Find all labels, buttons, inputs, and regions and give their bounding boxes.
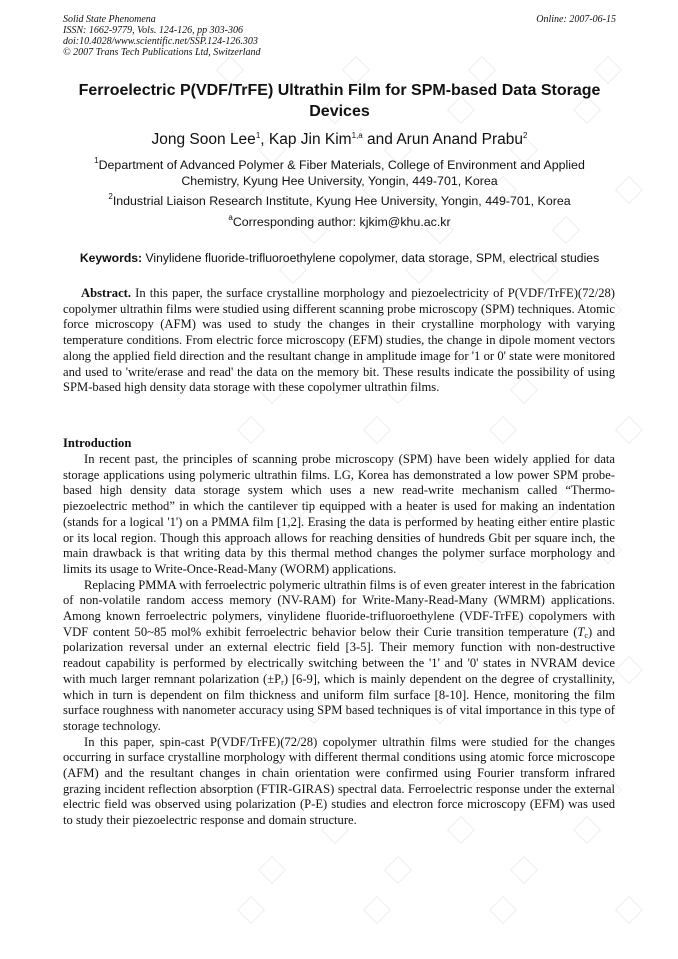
watermark-diamond: [363, 896, 391, 924]
author-list: [63, 130, 616, 150]
corresponding-email: Corresponding author: kjkim@khu.ac.kr: [232, 215, 451, 229]
author-affiliation-mark: 1,a: [351, 131, 363, 140]
introduction-body: [63, 452, 615, 829]
affiliation-mark: 1: [94, 156, 99, 165]
abstract-text: In this paper, the surface crystalline morphology and piezoelectricity of P(VDF/TrFE)(72/28) copolymer ultrathin films were studied using different scanning probe microscopy (SPM) techniques. Atomic force microscopy (AFM) was used to study the changes in their crystalline morphology with varying temperature conditions. From electric force microscopy (EFM) studies, the change in dipole moment vectors along the applied field direction and the resultant change in amplitude image for '1 or 0' state were monitored and used to 'write/erase and read' the data on the memory bit. These results indicate the possibility of using SPM-based high density data storage with these copolymer ultrathin films.: [63, 286, 615, 395]
paper-title: Ferroelectric P(VDF/TrFE) Ultrathin Film for SPM-based Data Storage Devices: [78, 82, 601, 120]
watermark-diamond: [237, 896, 265, 924]
watermark-diamond: [510, 856, 538, 884]
author-name: Jong Soon Lee: [151, 131, 256, 148]
watermark-diamond: [237, 416, 265, 444]
journal-name: Solid State Phenomena: [63, 14, 156, 25]
watermark-diamond: [615, 416, 643, 444]
issn-line: ISSN: 1662-9779, Vols. 124-126, pp 303-306: [63, 25, 243, 36]
watermark-diamond: [384, 856, 412, 884]
journal-header: [63, 14, 616, 58]
watermark-diamond: [489, 896, 517, 924]
affiliation-1: [63, 157, 616, 189]
watermark-diamond: [615, 656, 643, 684]
intro-paragraph-1: In recent past, the principles of scanning probe microscopy (SPM) have been widely applied for data storage applications using polymeric ultrathin films. LG, Korea has demonstrated a low power SPM probe-based high density data storage system which uses a new read-write mechanism called “Thermo-piezoelectric method” in which the cantilever tip equipped with a heater is used for making an indentation (stands for a logical '1') on a PMMA film [1,2]. Erasing the data is performed by heating either entire plastic or its local region. Though this approach allows for reaching densities of hundreds Gbit per square inch, the main drawback is that writing data by this thermal method changes the polymer surface morphology and limits its usage to Write-Once-Read-Many (WORM) applications.: [63, 452, 615, 576]
online-date: Online: 2007-06-15: [536, 14, 616, 25]
doi-line: doi:10.4028/www.scientific.net/SSP.124-126.303: [63, 36, 258, 47]
intro-paragraph-2: Replacing PMMA with ferroelectric polymeric ultrathin films is of even greater interest in the fabrication of non-volatile random access memory (NV-RAM) for Write-Many-Read-Many (WMRM) applications. Among known ferroelectric polymers, vinylidene fluoride-trifluoroethylene (VDF-TrFE) copolymers with VDF content 50~85 mol% exhibit ferroelectric behavior below their Curie transition temperature $(T_c)$ and polarization reversal under an external electric field [3-5]. Their memory function with non-destructive readout capability is performed by electrically switching between the '1' and '0' states in NVRAM device with much larger remnant polarization $(\pm P_r)$ [6-9], which is mainly dependent on the degree of crystallinity, which in turn is dependent on film thickness and uniform film surface [8-10]. Hence, monitoring the film surface roughness with nanometer accuracy using SPM based techniques is of vital importance in this type of storage technology.: [63, 577, 615, 733]
watermark-diamond: [615, 896, 643, 924]
author-affiliation-mark: 2: [523, 131, 528, 140]
watermark-diamond: [615, 176, 643, 204]
affiliation-text: Department of Advanced Polymer & Fiber Materials, College of Environment and Applied: [98, 158, 585, 172]
watermark-diamond: [489, 416, 517, 444]
author-separator: and: [362, 131, 397, 148]
abstract: [63, 286, 615, 396]
curie-subscript: c: [584, 630, 588, 640]
affiliation-mark: 2: [108, 192, 113, 201]
author-name: Arun Anand Prabu: [396, 131, 524, 148]
keywords: [63, 250, 616, 266]
author-separator: ,: [260, 131, 269, 148]
intro-paragraph-3: In this paper, spin-cast P(VDF/TrFE)(72/28) copolymer ultrathin films were studied for the changes occurring in surface crystalline morphology with different thermal conditions using atomic force microscope (AFM) and the resultant changes in chain orientation were confirmed using Fourier transform infrared grazing incident reflection absorption (FTIR-GIRAS) spectral data. Ferroelectric response under the external electric field was observed using polarization (P-E) studies and electron force microscopy (EFM) was used to study their piezoelectric response and domain structure.: [63, 734, 615, 828]
corresponding-author: [63, 214, 616, 230]
watermark-diamond: [258, 856, 286, 884]
affiliation-text: Industrial Liaison Research Institute, Kyung Hee University, Yongin, 449-701, Korea: [112, 194, 571, 208]
keywords-label: Keywords:: [79, 251, 143, 265]
author-name: Kap Jin Kim: [268, 131, 352, 148]
affiliation-2: [63, 193, 616, 209]
remnant-subscript: r: [281, 677, 284, 687]
introduction-heading: Introduction: [63, 436, 132, 450]
author-affiliation-mark: 1: [255, 131, 261, 140]
keywords-text: Vinylidene fluoride-trifluoroethylene copolymer, data storage, SPM, electrical studies: [142, 251, 600, 265]
abstract-label: Abstract.: [81, 286, 132, 300]
copyright-line: © 2007 Trans Tech Publications Ltd, Switzerland: [63, 47, 261, 58]
corresponding-mark: a: [228, 213, 233, 222]
affiliation-text: Chemistry, Kyung Hee University, Yongin, 449-701, Korea: [181, 174, 498, 188]
watermark-diamond: [363, 416, 391, 444]
curie-symbol: T: [577, 624, 585, 639]
